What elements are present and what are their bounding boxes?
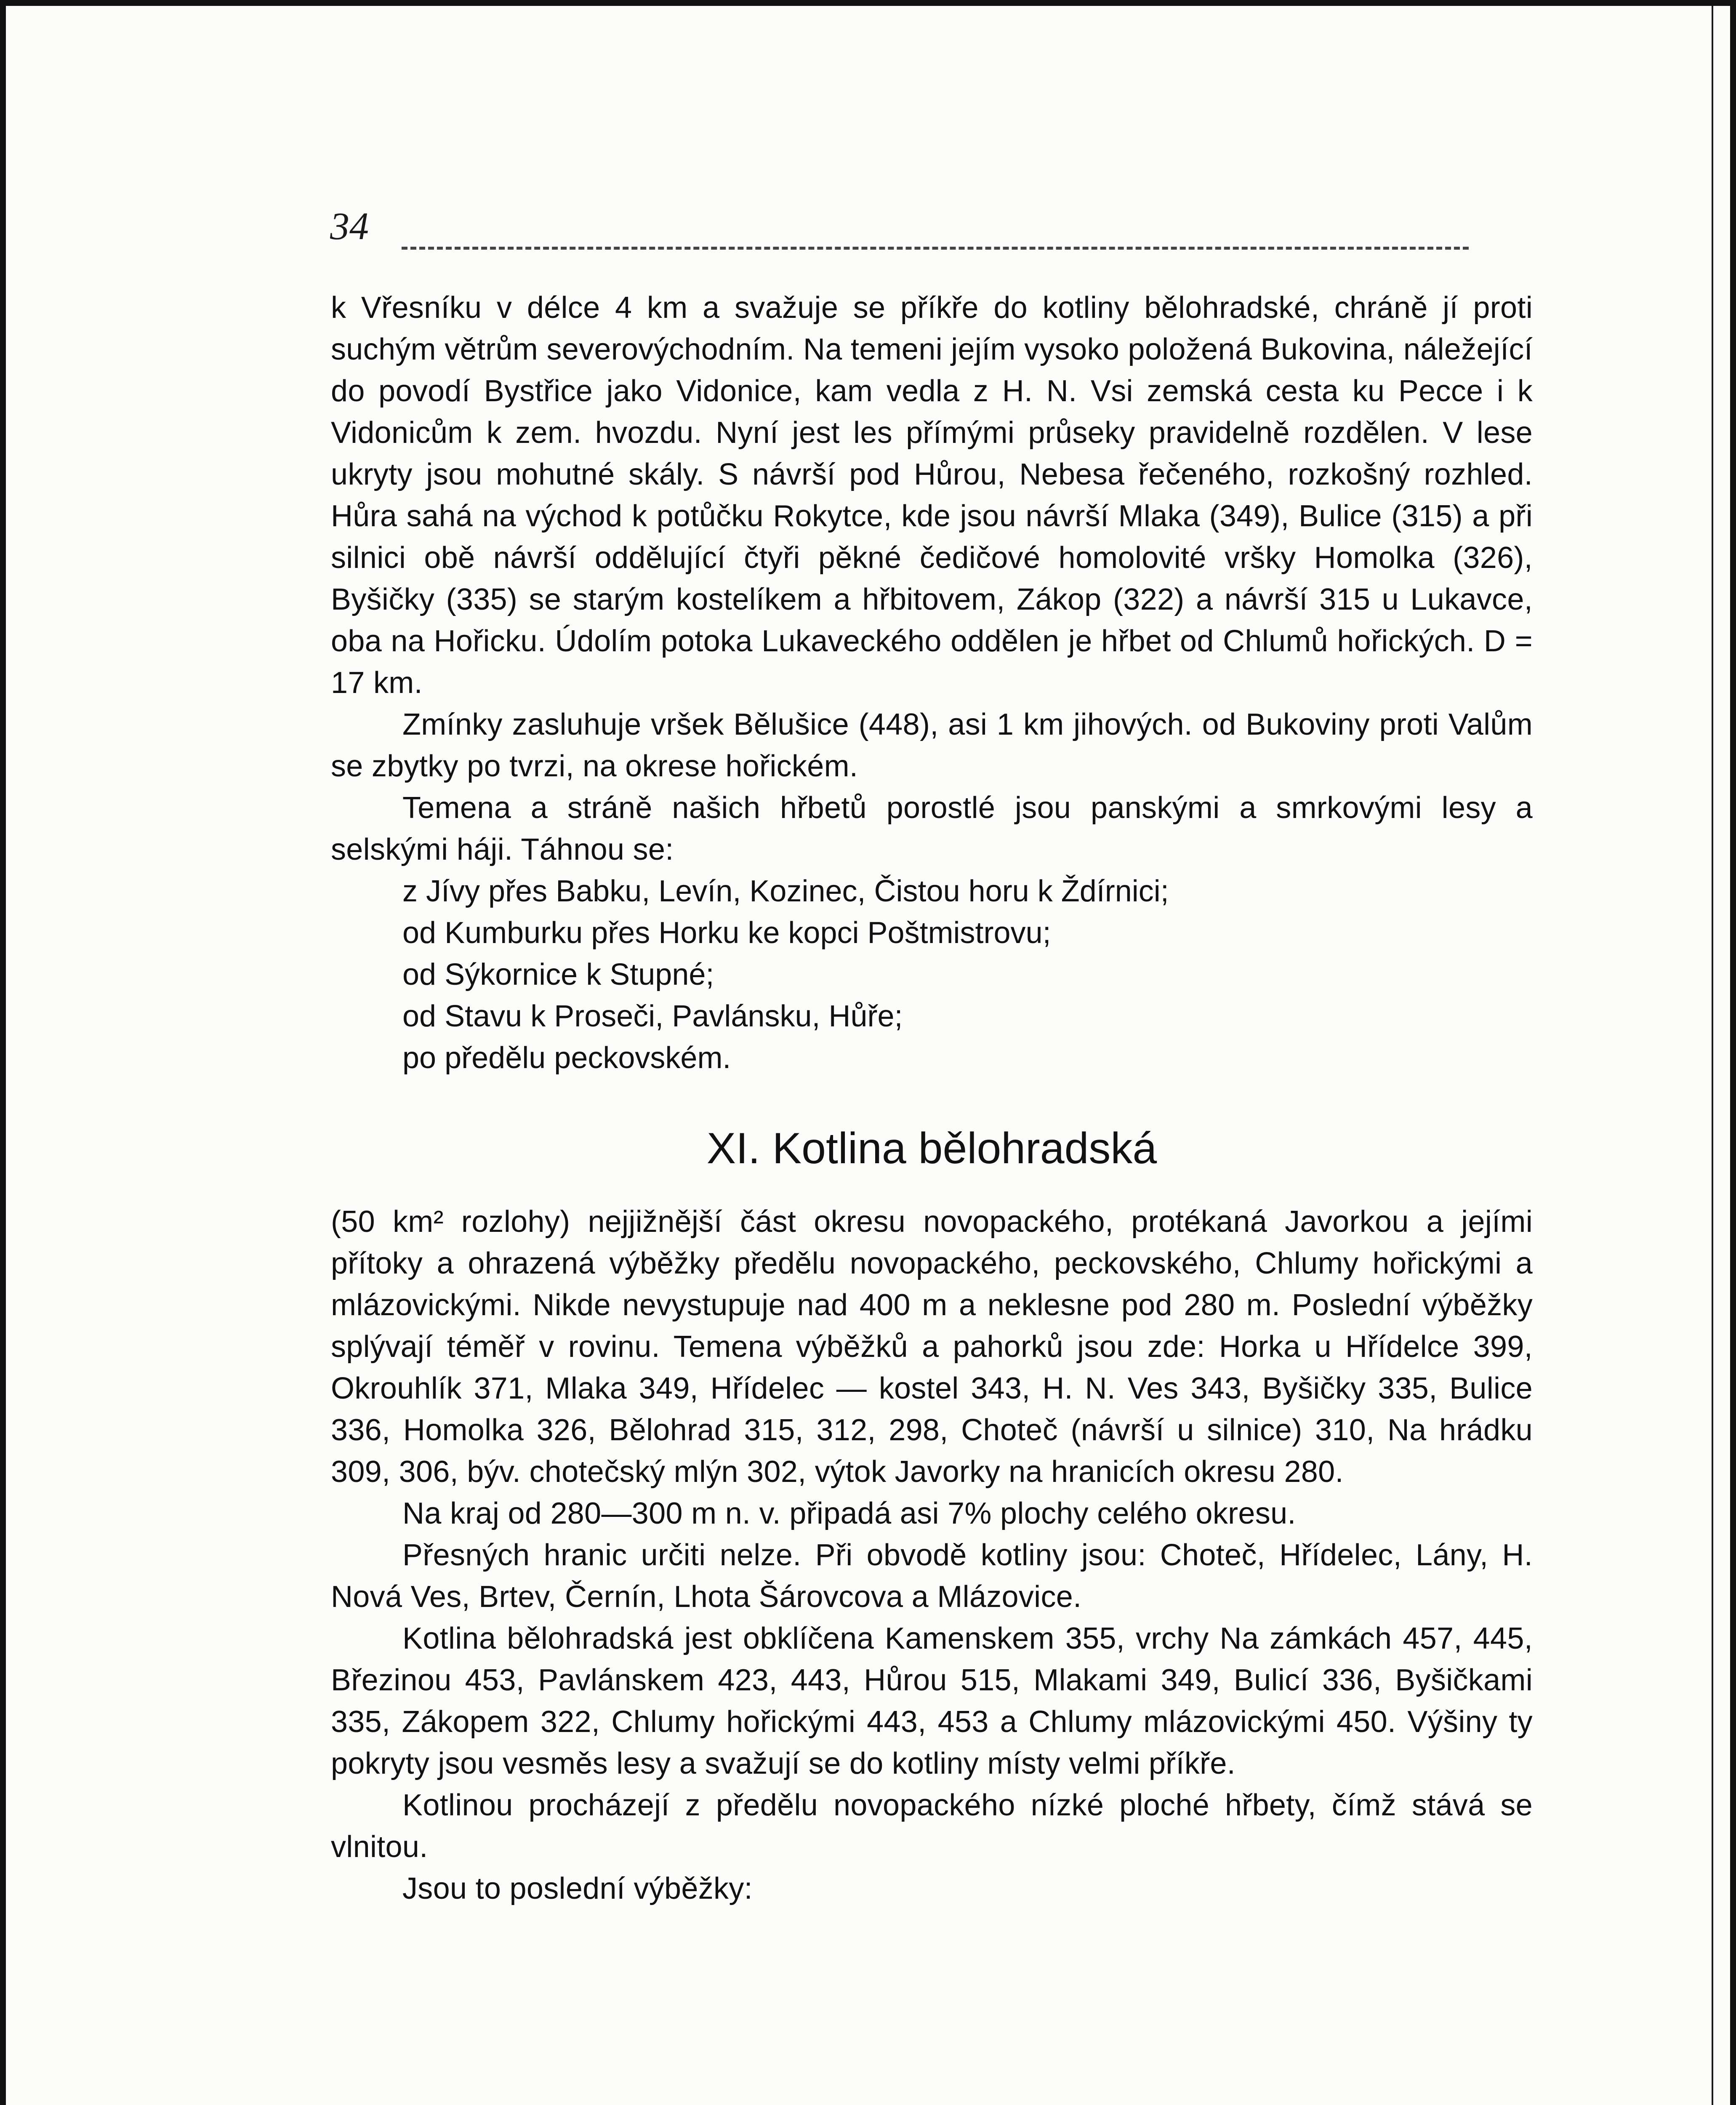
page-number: 34 [330, 205, 369, 248]
list-item: z Jívy přes Babku, Levín, Kozinec, Čistou horu k Ždírnici; [402, 874, 1169, 908]
list-item: po předělu peckovském. [402, 1041, 731, 1075]
paragraph: Zmínky zasluhuje vršek Bělušice (448), asi 1 km jihových. od Bukoviny proti Valům se zbytky po tvrzi, na okrese hořickém. [331, 708, 1533, 783]
list-item: od Stavu k Proseči, Pavlánsku, Hůře; [402, 999, 903, 1033]
list-item: od Sýkornice k Stupné; [402, 958, 714, 991]
paragraph: Přesných hranic určiti nelze. Při obvodě kotliny jsou: Choteč, Hřídelec, Lány, H. Nová Ves, Brtev, Černín, Lhota Šárovcova a Mlázovice. [331, 1538, 1533, 1614]
list-item: od Kumburku přes Horku ke kopci Poštmistrovu; [402, 916, 1051, 950]
header-rule [402, 247, 1469, 250]
section-title: XI. Kotlina bělohradská [706, 1124, 1157, 1173]
paragraph: Temena a stráně našich hřbetů porostlé jsou panskými a smrkovými lesy a selskými háji. Táhnou se: [331, 791, 1533, 866]
paragraph: Na kraj od 280—300 m n. v. připadá asi 7% plochy celého okresu. [402, 1497, 1296, 1530]
paragraph: Jsou to poslední výběžky: [402, 1872, 753, 1905]
paragraph: (50 km² rozlohy) nejjižnější část okresu novopackého, protékaná Javorkou a jejími přítoky a ohrazená výběžky předělu novopackého, peckovského, Chlumy hořickými a mlázovickými. Nikde nevystupuje nad 400 m a neklesne pod 280 m. Poslední výběžky splývají téměř v rovinu. Temena výběžků a pahorků jsou zde: Horka u Hřídelce 399, Okrouhlík 371, Mlaka 349, Hřídelec — kostel 343, H. N. Ves 343, Byšičky 335, Bulice 336, Homolka 326, Bělohrad 315, 312, 298, Choteč (návrší u silnice) 310, Na hrádku 309, 306, býv. chotečský mlýn 302, výtok Javorky na hranicích okresu 280. [331, 1205, 1533, 1489]
paragraph: k Vřesníku v délce 4 km a svažuje se příkře do kotliny bělohradské, chráně jí proti suchým větrům severovýchodním. Na temeni jejím vysoko položená Bukovina, náležející do povodí Bystřice jako Vidonice, kam vedla z H. N. Vsi zemská cesta ku Pecce i k Vidonicům k zem. hvozdu. Nyní jest les přímými průseky pravidelně rozdělen. V lese ukryty jsou mohutné skály. S návrší pod Hůrou, Nebesa řečeného, rozkošný rozhled. Hůra sahá na východ k potůčku Rokytce, kde jsou návrší Mlaka (349), Bulice (315) a při silnici obě návrší oddělující čtyři pěkné čedičové homolovité vršky Homolka (326), Byšičky (335) se starým kostelíkem a hřbitovem, Zákop (322) a návrší 315 u Lukavce, oba na Hořicku. Údolím potoka Lukaveckého oddělen je hřbet od Chlumů hořických. D = 17 km. [331, 291, 1533, 700]
paragraph: Kotlina bělohradská jest obklíčena Kamenskem 355, vrchy Na zámkách 457, 445, Březinou 453, Pavlánskem 423, 443, Hůrou 515, Mlakami 349, Bulicí 336, Byšičkami 335, Zákopem 322, Chlumy hořickými 443, 453 a Chlumy mlázovickými 450. Výšiny ty pokryty jsou vesměs lesy a svažují se do kotliny místy velmi příkře. [331, 1622, 1533, 1780]
paragraph: Kotlinou procházejí z předělu novopackého nízké ploché hřbety, čímž stává se vlnitou. [331, 1788, 1533, 1864]
page-edge-line [1712, 6, 1713, 2105]
ridge-list [331, 871, 1533, 1079]
text-body [331, 287, 1533, 1910]
